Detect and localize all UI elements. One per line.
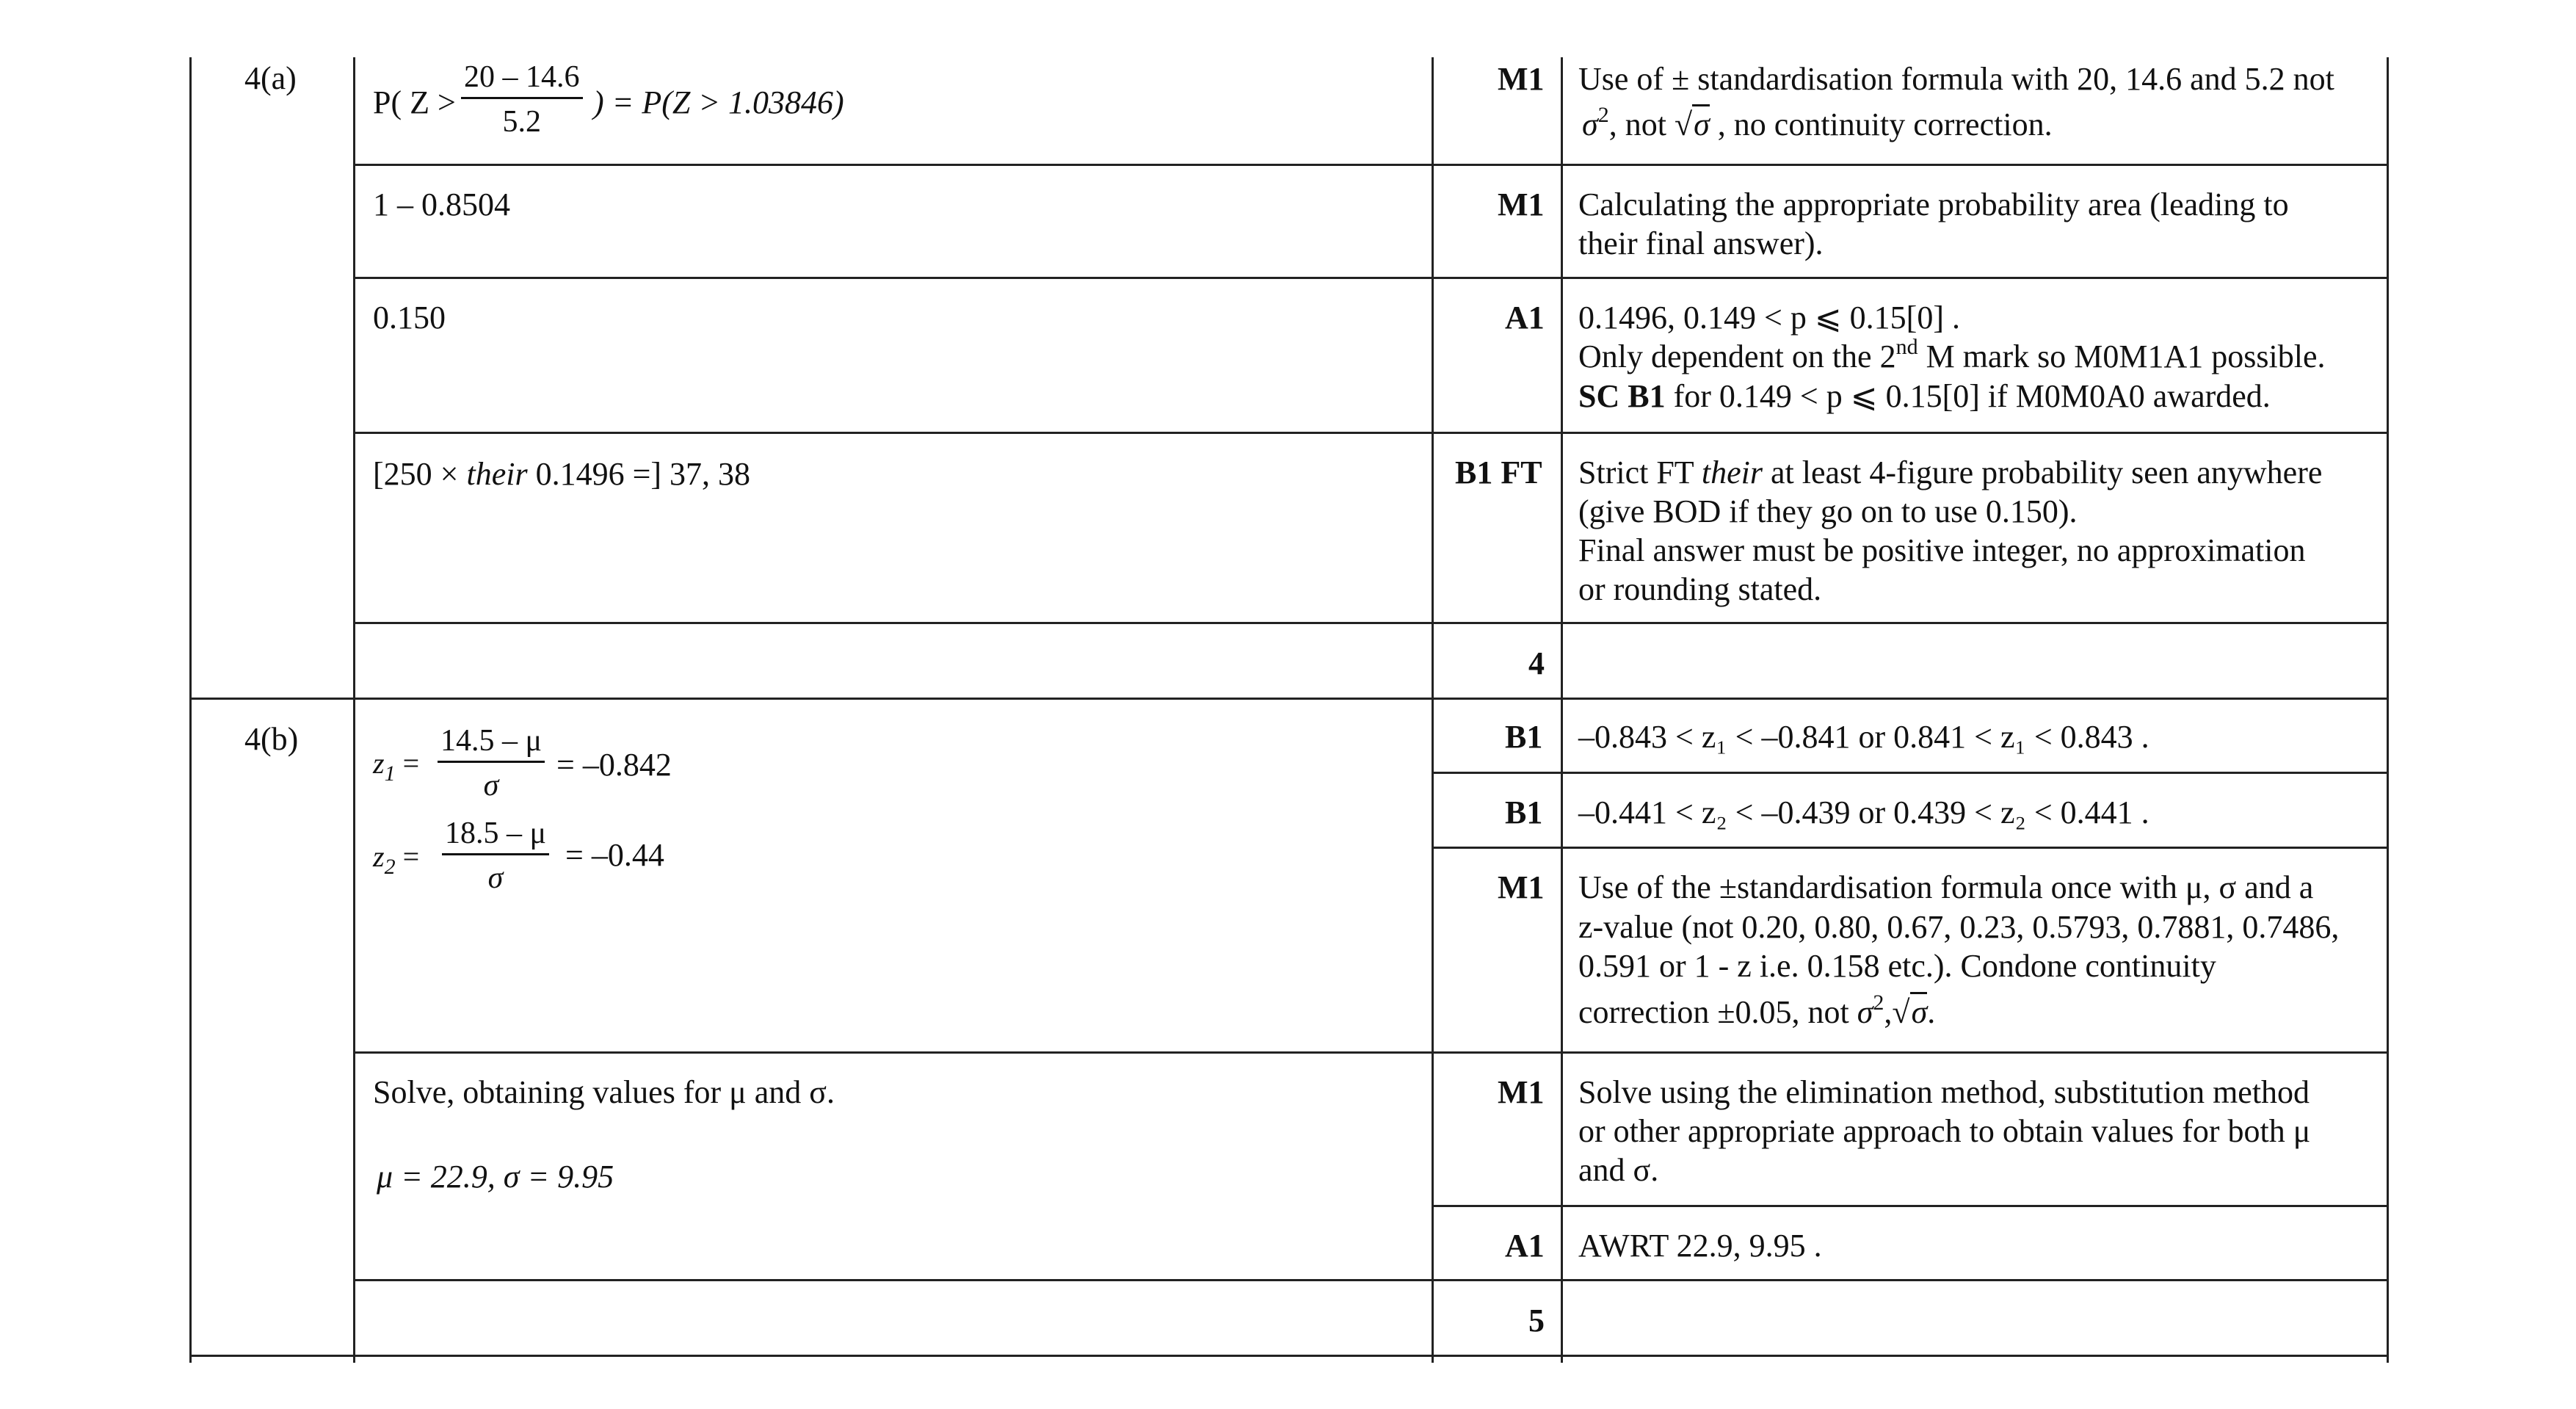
answer-text: 0.150 xyxy=(373,300,446,336)
table-border-right xyxy=(2387,57,2389,1363)
total-marks: 4 xyxy=(1528,645,1545,681)
guidance-text: (give BOD if they go on to use 0.150). xyxy=(1578,493,2078,529)
mark-code: A1 xyxy=(1505,1228,1545,1264)
equation-rhs: = –0.44 xyxy=(565,837,664,873)
row-divider xyxy=(1432,1205,2389,1207)
row-divider xyxy=(353,432,2389,434)
guidance-text: Only dependent on the 2nd M mark so M0M1A1 possible. xyxy=(1578,335,2326,374)
fraction-numerator: 14.5 – μ xyxy=(438,725,545,763)
fraction-denominator: 5.2 xyxy=(502,105,541,139)
mark-code: M1 xyxy=(1498,869,1545,905)
answer-text: 1 – 0.8504 xyxy=(373,186,510,222)
answer-text: μ = 22.9, σ = 9.95 xyxy=(377,1159,614,1195)
mark-code: B1 FT xyxy=(1455,454,1542,490)
fraction-numerator: 20 – 14.6 xyxy=(461,62,583,99)
guidance-text: –0.441 < z₂ < –0.439 or 0.439 < z₂ < 0.441 . xyxy=(1578,794,2149,830)
guidance-text: AWRT 22.9, 9.95 . xyxy=(1578,1228,1822,1264)
table-border-bottom xyxy=(189,1355,2389,1357)
guidance-text: Use of the ±standardisation formula once with μ, σ and a xyxy=(1578,869,2314,905)
column-divider-answer xyxy=(1432,57,1434,1363)
fraction-denominator: σ xyxy=(487,861,504,895)
row-divider xyxy=(353,622,2389,624)
guidance-text: Solve using the elimination method, substitution method xyxy=(1578,1074,2310,1110)
fraction xyxy=(438,725,545,801)
row-divider xyxy=(353,1051,2389,1054)
fraction xyxy=(461,62,583,137)
guidance-text: 0.591 or 1 - z i.e. 0.158 etc.). Condone continuity xyxy=(1578,948,2216,984)
equation-rhs: = –0.842 xyxy=(556,747,672,783)
column-divider-marks xyxy=(1561,57,1563,1363)
column-divider-question xyxy=(353,57,355,1363)
guidance-text: –0.843 < z₁ < –0.841 or 0.841 < z₁ < 0.843 . xyxy=(1578,719,2149,755)
guidance-text: their final answer). xyxy=(1578,225,1824,261)
guidance-text: $\sigma^2$, not √σ , no continuity correction. xyxy=(1582,103,2053,142)
question-divider xyxy=(189,698,2389,700)
fraction-numerator: 18.5 – μ xyxy=(442,818,549,855)
answer-text: Solve, obtaining values for μ and σ. xyxy=(373,1074,835,1110)
row-divider xyxy=(1432,772,2389,774)
mark-code: B1 xyxy=(1505,719,1543,755)
equation-lhs: $z_2$ = xyxy=(373,840,420,879)
guidance-text: 0.1496, 0.149 < p ⩽ 0.15[0] . xyxy=(1578,300,1960,336)
answer-prefix: P( Z > xyxy=(373,84,456,120)
guidance-text: and σ. xyxy=(1578,1152,1659,1188)
answer-text: [250 × their 0.1496 =] 37, 38 xyxy=(373,456,751,492)
guidance-text: correction ±0.05, not $\sigma^2,√\sigma$. xyxy=(1578,990,1936,1030)
mark-code: M1 xyxy=(1498,1074,1545,1110)
mark-code: M1 xyxy=(1498,186,1545,222)
fraction xyxy=(442,818,549,894)
answer-suffix: ) = P(Z > 1.03846) xyxy=(593,84,844,120)
row-divider xyxy=(353,1279,2389,1281)
guidance-text: SC B1 for 0.149 < p ⩽ 0.15[0] if M0M0A0 awarded. xyxy=(1578,378,2271,414)
row-divider xyxy=(353,277,2389,279)
question-label: 4(a) xyxy=(244,60,297,96)
fraction-denominator: σ xyxy=(483,769,499,803)
question-label: 4(b) xyxy=(244,721,299,757)
mark-code: B1 xyxy=(1505,794,1543,830)
mark-code: M1 xyxy=(1498,61,1545,97)
guidance-text: or other appropriate approach to obtain values for both μ xyxy=(1578,1113,2311,1149)
equation-lhs: $z_1$ = xyxy=(373,747,420,786)
guidance-text: Strict FT their at least 4-figure probability seen anywhere xyxy=(1578,454,2323,490)
guidance-text: Final answer must be positive integer, no approximation xyxy=(1578,532,2306,568)
row-divider xyxy=(1432,847,2389,849)
guidance-text: Calculating the appropriate probability area (leading to xyxy=(1578,186,2289,222)
guidance-text: z-value (not 0.20, 0.80, 0.67, 0.23, 0.5793, 0.7881, 0.7486, xyxy=(1578,909,2340,945)
guidance-text: or rounding stated. xyxy=(1578,571,1822,607)
total-marks: 5 xyxy=(1528,1303,1545,1339)
mark-code: A1 xyxy=(1505,300,1545,336)
table-border-left xyxy=(189,57,192,1363)
guidance-text: Use of ± standardisation formula with 20, 14.6 and 5.2 not xyxy=(1578,61,2334,97)
row-divider xyxy=(353,164,2389,166)
